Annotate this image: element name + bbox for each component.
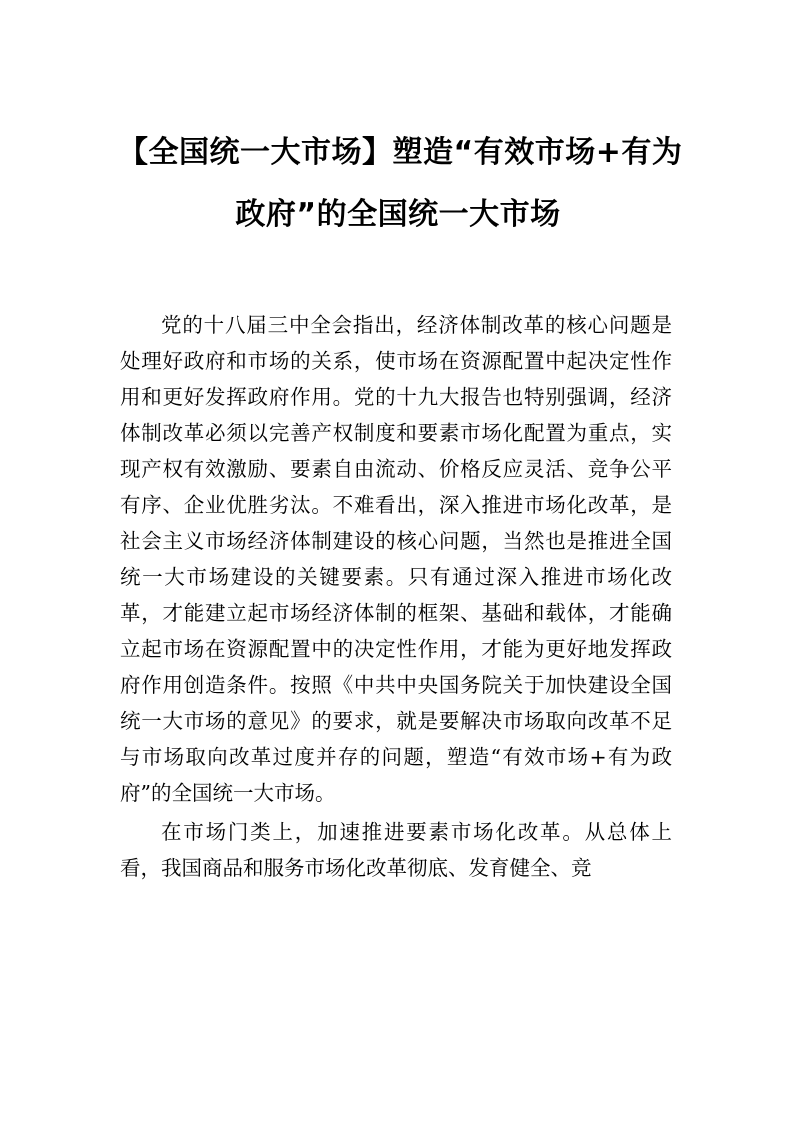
paragraph: 党的十八届三中全会指出，经济体制改革的核心问题是处理好政府和市场的关系，使市场在资源配置中起决定性作用和更好发挥政府作用。党的十九大报告也特别强调，经济体制改革必须以完善产权制度和要素市场化配置为重点，实现产权有效激励、要素自由流动、价格反应灵活、竞争公平有序、企业优胜劣汰。不难看出，深入推进市场化改革，是社会主义市场经济体制建设的核心问题，当然也是推进全国统一大市场建设的关键要素。只有通过深入推进市场化改革，才能建立起市场经济体制的框架、基础和载体，才能确立起市场在资源配置中的决定性作用，才能为更好地发挥政府作用创造条件。按照《中共中央国务院关于加快建设全国统一大市场的意见》的要求，就是要解决市场取向改革不足与市场取向改革过度并存的问题，塑造“有效市场+有为政府”的全国统一大市场。 [120, 313, 672, 805]
document-body [120, 307, 672, 886]
document-title [118, 122, 683, 246]
paragraph: 在市场门类上，加速推进要素市场化改革。从总体上看，我国商品和服务市场化改革彻底、发育健全、竞 [120, 820, 672, 880]
title-line-2: 政府”的全国统一大市场 [235, 197, 561, 232]
title-line-1: 【全国统一大市场】塑造“有效市场+有为 [118, 135, 683, 170]
